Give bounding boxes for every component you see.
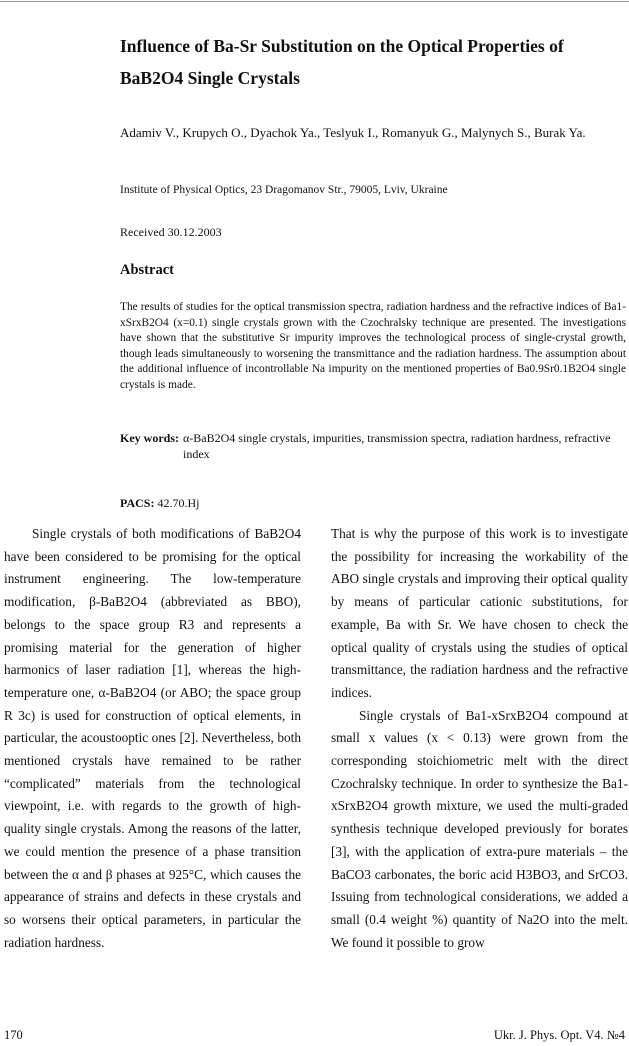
body-paragraph: Single crystals of Ba1-xSrxB2O4 compound at small x values (x < 0.13) were grown from the corresponding stoichiometric melt with the direct Czochralsky technique. In order to synthesize the Ba1-xSrxB2O4 growth mixture, we used the multi-graded synthesis technique developed previously for borates [3], with the application of extra-pure materials – the BaCO3 carbonates, the boric acid H3BO3, and SrCO3. Issuing from technological considerations, we added a small (0.4 weight %) quantity of Na2O into the melt. We found it possible to grow bbox=[331, 707, 628, 950]
body-paragraph: That is why the purpose of this work is to investigate the possibility for increasing the workability of the ABO single crystals and improving their optical quality by means of particular cationic substitutions, for example, Ba with Sr. We have chosen to check the optical quality of crystals using the studies of optical transmittance, the radiation hardness and the refractive indices. bbox=[331, 526, 628, 700]
abstract-heading: Abstract bbox=[120, 262, 174, 278]
title-line-2: BaB2O4 Single Crystals bbox=[120, 68, 300, 88]
author-list: Adamiv V., Krupych O., Dyachok Ya., Teslyuk I., Romanyuk G., Malynych S., Burak Ya. bbox=[120, 125, 586, 140]
page-number: 170 bbox=[4, 1028, 23, 1042]
body-left-column bbox=[4, 523, 301, 954]
received-date: Received 30.12.2003 bbox=[120, 225, 222, 239]
abstract-text: The results of studies for the optical transmission spectra, radiation hardness and the refractive indices of Ba1-xSrxB2O4 (x=0.1) single crystals grown with the Czochralsky technique are presented. The investigations have shown that the substitutive Sr impurity improves the technological process of single-crystal growth, though leads simultaneously to worsening the transmittance and the radiation hardness. The assumption about the additional influence of incontrollable Na impurity on the mentioned properties of Ba0.9Sr0.1B2O4 single crystals is made. bbox=[120, 301, 626, 391]
pacs-label: PACS: bbox=[120, 496, 155, 510]
title-line-1: Influence of Ba-Sr Substitution on the Optical Properties of bbox=[120, 36, 564, 56]
institution: Institute of Physical Optics, 23 Dragomanov Str., 79005, Lviv, Ukraine bbox=[120, 184, 448, 196]
body-paragraph: Single crystals of both modifications of BaB2O4 have been considered to be promising for the optical instrument engineering. The low-temperature modification, β-BaB2O4 (abbreviated as BBO), belongs to the space group R3 and represents a promising material for the generation of higher harmonics of laser radiation [1], whereas the high-temperature one, α-BaB2O4 (or ABO; the space group R 3c) is used for construction of optical elements, in particular, the acoustooptic ones [2]. Nevertheless, both mentioned crystals have remained to be rather “complicated” materials from the technological viewpoint, i.e. with regards to the growth of high-quality single crystals. Among the reasons of the latter, we could mention the presence of a phase transition between the α and β phases at 925°C, which causes the appearance of strains and defects in these crystals and so worsens their optical parameters, in particular the radiation hardness. bbox=[4, 526, 301, 950]
journal-reference: Ukr. J. Phys. Opt. V4. №4 bbox=[493, 1028, 625, 1042]
paper-title bbox=[120, 30, 620, 94]
top-rule bbox=[0, 1, 629, 2]
pacs bbox=[120, 496, 199, 511]
body-right-column bbox=[331, 523, 628, 954]
pacs-value: 42.70.Hj bbox=[157, 496, 200, 510]
keywords bbox=[120, 430, 626, 462]
keywords-label: Key words: bbox=[120, 431, 179, 445]
keywords-text: α-BaB2O4 single crystals, impurities, transmission spectra, radiation hardness, refractive index bbox=[183, 431, 611, 461]
